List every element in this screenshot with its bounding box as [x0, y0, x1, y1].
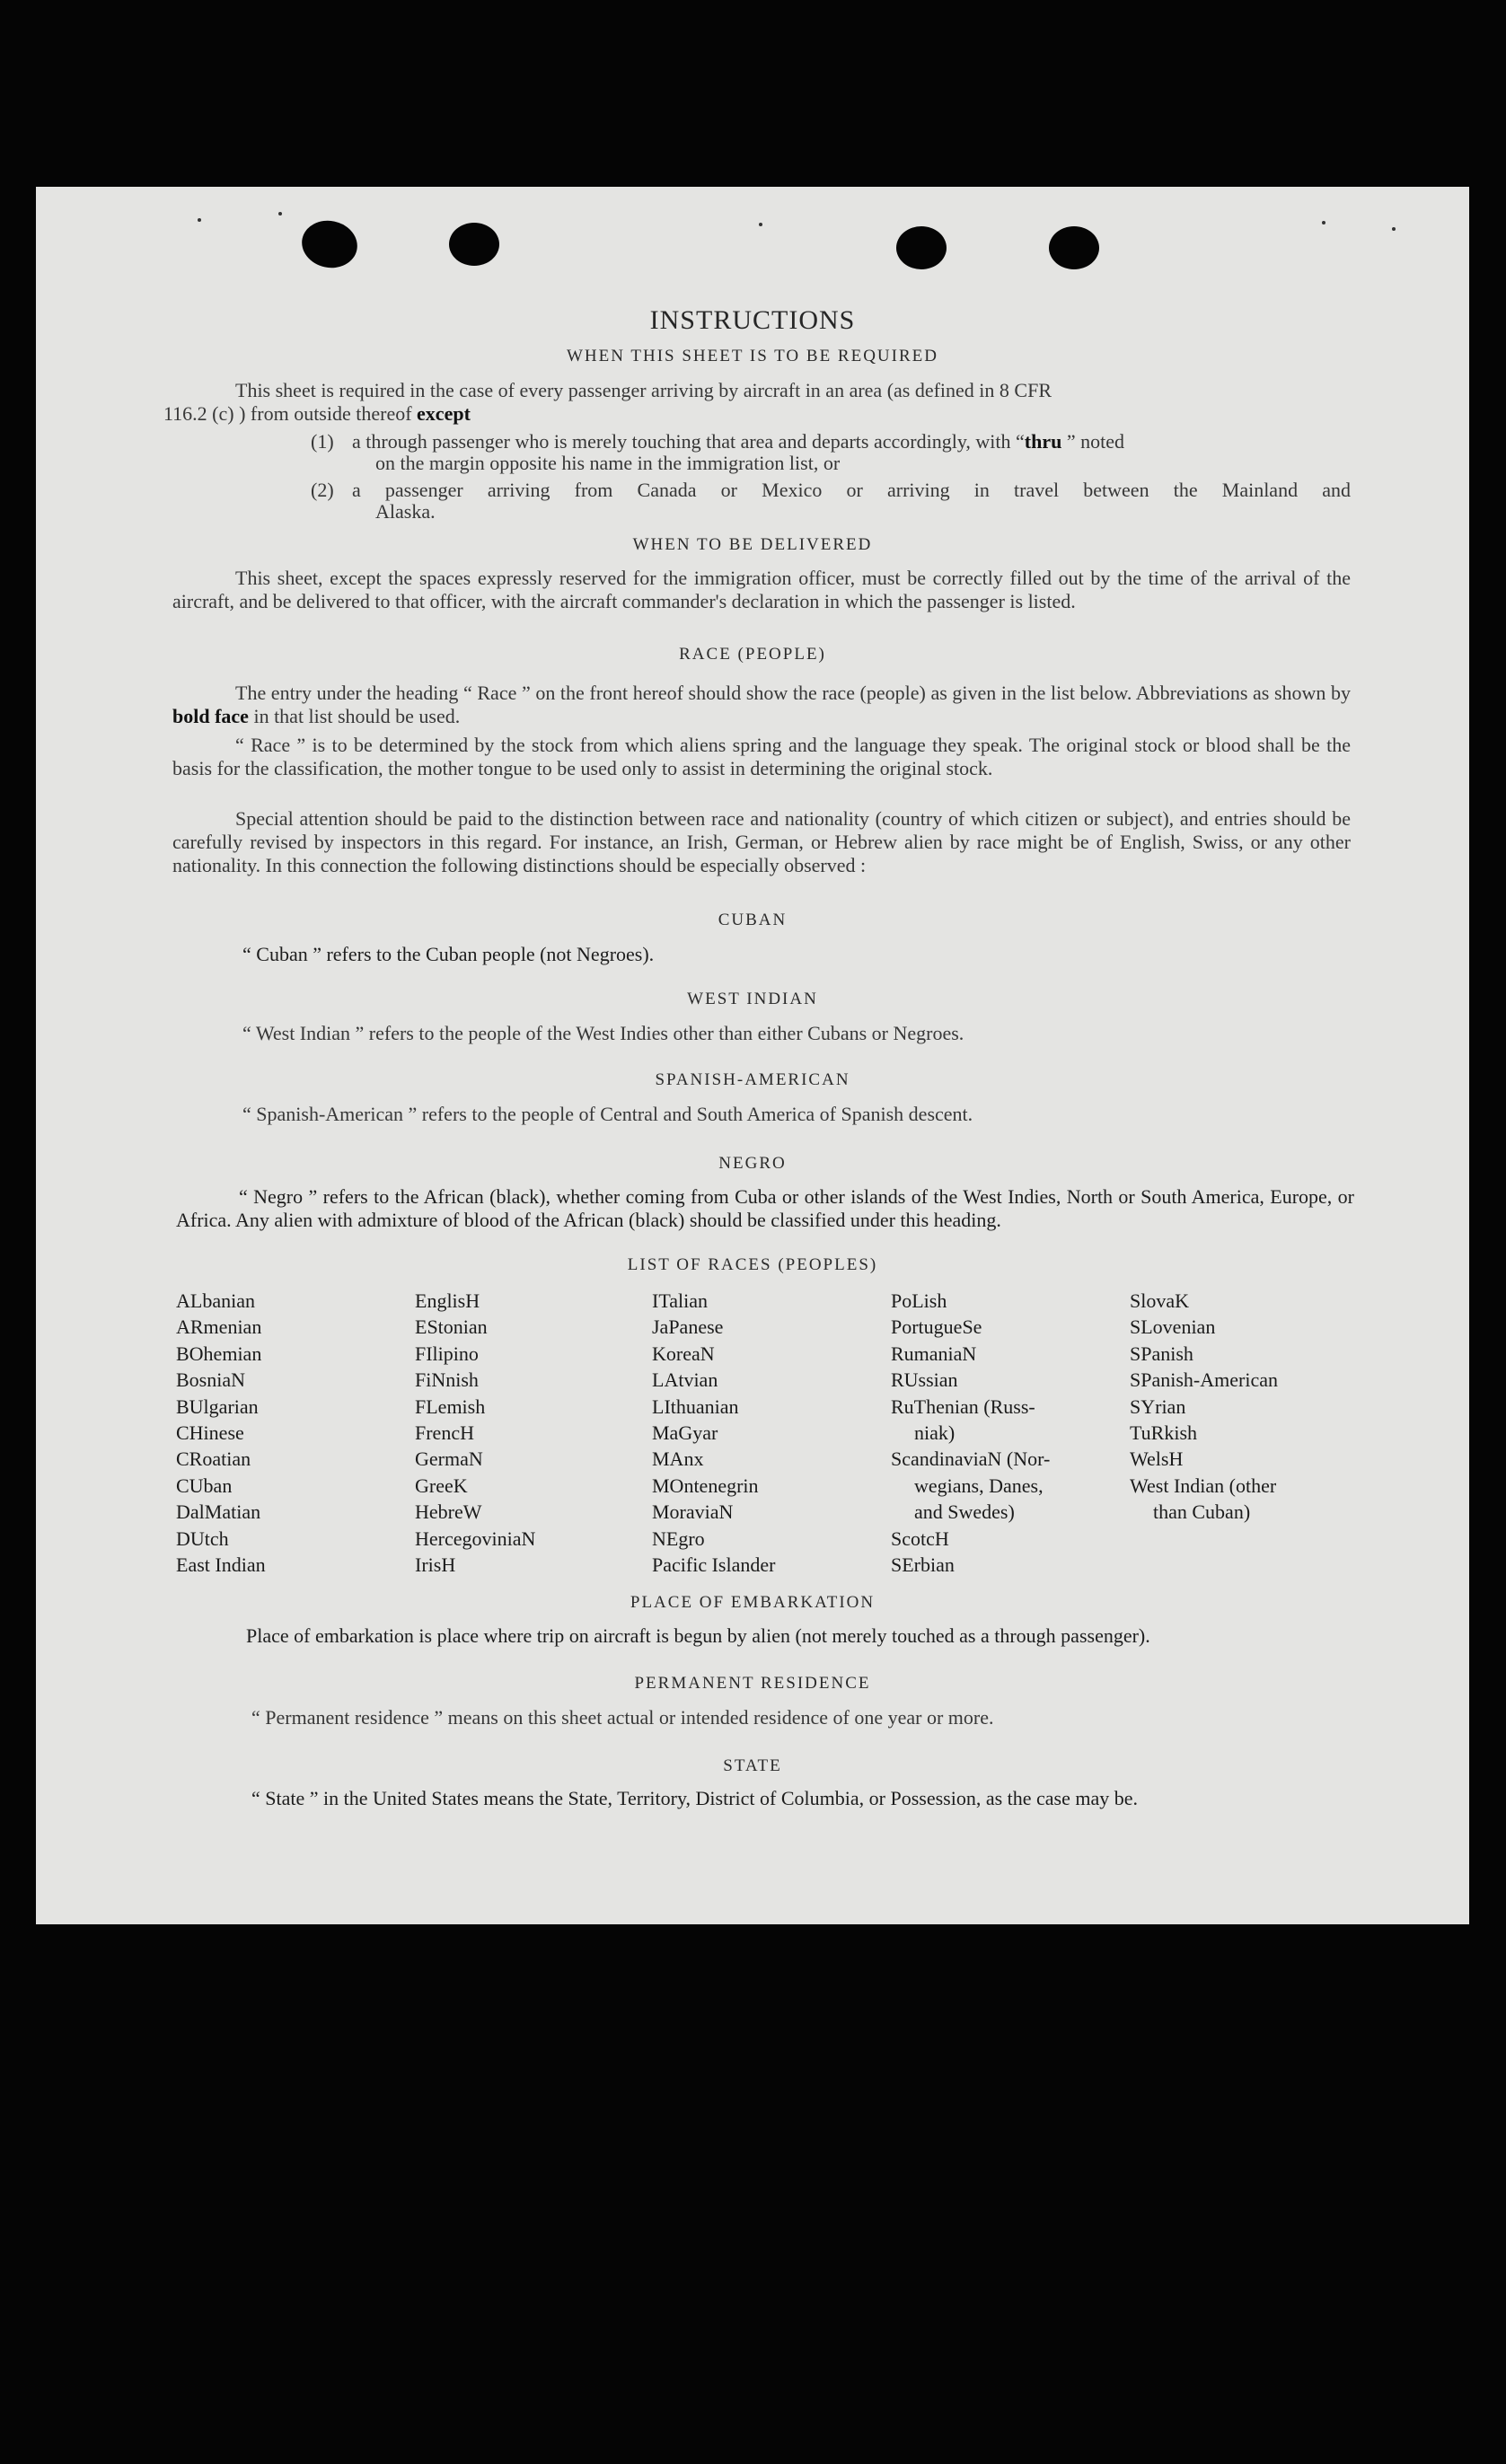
intro-line-2: 116.2 (c) ) from outside thereof — [163, 402, 412, 425]
list-item: RuThenian (Russ- — [891, 1395, 1035, 1418]
instruction-sheet — [36, 187, 1469, 1924]
list-item: MAnx — [652, 1448, 704, 1471]
item-1-thru: thru — [1024, 430, 1062, 453]
list-item: SErbian — [891, 1553, 955, 1577]
list-item: ITalian — [652, 1289, 708, 1312]
list-item: NEgro — [652, 1527, 705, 1550]
punch-hole — [1049, 226, 1099, 269]
heading-race: RACE (PEOPLE) — [679, 645, 826, 664]
list-item: DalMatian — [176, 1500, 261, 1524]
list-item: FIlipino — [415, 1342, 479, 1365]
list-item: IrisH — [415, 1553, 456, 1577]
list-item: PortugueSe — [891, 1316, 982, 1339]
embarkation-text: Place of embarkation is place where trip on aircraft is begun by alien (not merely touched as a through passenger). — [246, 1624, 1150, 1647]
list-item: LIthuanian — [652, 1395, 739, 1418]
dust-speck — [759, 223, 762, 226]
list-item: MOntenegrin — [652, 1474, 759, 1497]
list-item: RUssian — [891, 1368, 958, 1392]
list-item: and Swedes) — [914, 1500, 1015, 1524]
heading-cuban: CUBAN — [718, 911, 788, 929]
race-paragraph-2: “ Race ” is to be determined by the stock from which aliens spring and the language they speak. The original stock or blood shall be the basis for the classification, the mother tongue to be used only to assist in determining the original stock. — [172, 734, 1351, 779]
list-item: BOhemian — [176, 1342, 262, 1365]
list-item: wegians, Danes, — [914, 1474, 1044, 1497]
races-column-5 — [1130, 1288, 1278, 1526]
list-item: KoreaN — [652, 1342, 715, 1365]
list-item: ScotcH — [891, 1527, 949, 1550]
list-item: LAtvian — [652, 1368, 718, 1392]
heading-list-of-races: LIST OF RACES (PEOPLES) — [627, 1255, 878, 1274]
intro-line-1: This sheet is required in the case of every passenger arriving by aircraft in an area (as defined in 8 CFR — [235, 379, 1052, 401]
delivered-paragraph: This sheet, except the spaces expressly reserved for the immigration officer, must be correctly filled out by the time of the arrival of the aircraft, and be delivered to that officer, with the aircraft commander's declaration in which the passenger is listed. — [172, 567, 1351, 612]
list-item: EnglisH — [415, 1289, 480, 1312]
intro-except: except — [417, 402, 471, 425]
punch-hole — [896, 226, 947, 269]
race-p1-bold: bold face — [172, 705, 249, 727]
races-column-2 — [415, 1288, 535, 1578]
heading-spanish-american: SPANISH-AMERICAN — [655, 1070, 850, 1089]
list-item: East Indian — [176, 1553, 266, 1577]
list-item: FrencH — [415, 1421, 474, 1445]
negro-text: “ Negro ” refers to the African (black), whether coming from Cuba or other islands of the West Indies, North or South America, Europe, or Africa. Any alien with admixture of blood of the African (black) should be classified under this heading. — [176, 1185, 1354, 1231]
dust-speck — [1392, 227, 1396, 231]
dust-speck — [1322, 221, 1325, 224]
list-item: DUtch — [176, 1527, 229, 1550]
spanish-american-text: “ Spanish-American ” refers to the people of Central and South America of Spanish descent. — [242, 1103, 973, 1125]
list-item: EStonian — [415, 1316, 488, 1339]
races-column-1 — [176, 1288, 266, 1578]
list-item: JaPanese — [652, 1316, 724, 1339]
race-paragraph-3: Special attention should be paid to the distinction between race and nationality (country of which citizen or subject), and entries should be carefully revised by inspectors in this regard. For instance, an Irish, German, or Hebrew alien by race might be of English, Swiss, or any other nationality. In this connection the following distinctions should be especially observed : — [172, 807, 1351, 876]
list-item: FLemish — [415, 1395, 486, 1418]
list-item: HebreW — [415, 1500, 482, 1524]
heading-state: STATE — [723, 1756, 782, 1775]
list-item: FiNnish — [415, 1368, 479, 1392]
heading-negro: NEGRO — [718, 1154, 787, 1173]
heading-west-indian: WEST INDIAN — [687, 990, 818, 1008]
heading-embarkation: PLACE OF EMBARKATION — [630, 1593, 876, 1612]
punch-hole — [297, 216, 361, 273]
list-item: SLovenian — [1130, 1316, 1216, 1339]
list-item: ALbanian — [176, 1289, 255, 1312]
heading-when-delivered: WHEN TO BE DELIVERED — [632, 535, 873, 554]
list-item: than Cuban) — [1153, 1500, 1251, 1524]
item-1-line-2: on the margin opposite his name in the immigration list, or — [375, 452, 841, 474]
item-2-line-1: a passenger arriving from Canada or Mexico or arriving in travel between the Mainland and — [352, 479, 1351, 501]
state-text: “ State ” in the United States means the State, Territory, District of Columbia, or Possession, as the case may be. — [251, 1787, 1139, 1809]
page-title: INSTRUCTIONS — [649, 305, 856, 335]
list-item: GreeK — [415, 1474, 468, 1497]
item-1-text-b: ” noted — [1066, 430, 1124, 453]
cuban-text: “ Cuban ” refers to the Cuban people (not Negroes). — [242, 943, 655, 965]
list-item: BUlgarian — [176, 1395, 259, 1418]
race-p1-a: The entry under the heading “ Race ” on the front hereof should show the race (people) as given in the list below. Abbreviations as shown by — [235, 682, 1351, 704]
item-1-text-a: a through passenger who is merely touching that area and departs accordingly, with “ — [352, 430, 1025, 453]
list-item: ARmenian — [176, 1316, 262, 1339]
list-item: SlovaK — [1130, 1289, 1189, 1312]
heading-when-required: WHEN THIS SHEET IS TO BE REQUIRED — [567, 347, 938, 365]
list-item: MaGyar — [652, 1421, 718, 1445]
item-1 — [352, 431, 1351, 474]
race-p1-b: in that list should be used. — [253, 705, 461, 727]
race-paragraph-1 — [172, 682, 1351, 728]
dust-speck — [278, 212, 282, 216]
races-column-4 — [891, 1288, 1050, 1578]
item-2-number: (2) — [311, 479, 334, 501]
heading-permanent-residence: PERMANENT RESIDENCE — [634, 1674, 871, 1693]
list-item: RumaniaN — [891, 1342, 977, 1365]
list-item: GermaN — [415, 1448, 483, 1471]
list-item: CHinese — [176, 1421, 244, 1445]
list-item: HercegoviniaN — [415, 1527, 536, 1550]
list-item: ScandinaviaN (Nor- — [891, 1448, 1051, 1471]
list-item: CUban — [176, 1474, 233, 1497]
list-item: CRoatian — [176, 1448, 251, 1471]
item-2-line-2: Alaska. — [375, 500, 436, 523]
list-item: SPanish — [1130, 1342, 1193, 1365]
races-column-3 — [652, 1288, 775, 1578]
list-item: MoraviaN — [652, 1500, 734, 1524]
item-1-number: (1) — [311, 430, 334, 453]
punch-hole — [449, 223, 499, 266]
residence-text: “ Permanent residence ” means on this sheet actual or intended residence of one year or more. — [251, 1706, 994, 1729]
intro-paragraph — [163, 379, 1349, 426]
west-indian-text: “ West Indian ” refers to the people of the West Indies other than either Cubans or Negroes. — [242, 1022, 964, 1044]
list-item: BosniaN — [176, 1368, 245, 1392]
list-item: TuRkish — [1130, 1421, 1198, 1445]
list-item: niak) — [914, 1421, 956, 1445]
list-item: SPanish-American — [1130, 1368, 1278, 1392]
dust-speck — [198, 218, 201, 222]
list-item: WelsH — [1130, 1448, 1184, 1471]
list-item: West Indian (other — [1130, 1474, 1277, 1497]
list-item: Pacific Islander — [652, 1553, 776, 1577]
list-item: PoLish — [891, 1289, 947, 1312]
list-item: SYrian — [1130, 1395, 1186, 1418]
